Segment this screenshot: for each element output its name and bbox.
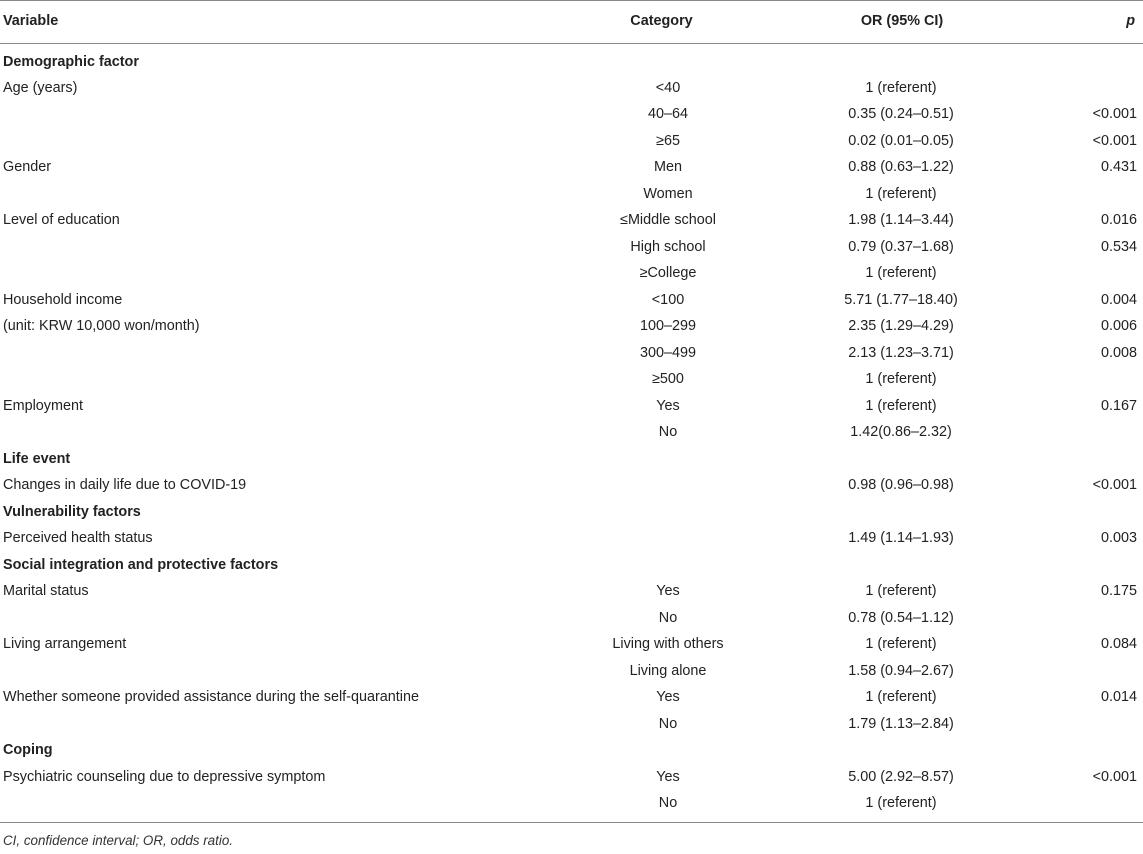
or-ci-cell: 1 (referent) xyxy=(865,636,937,653)
variable-cell: Gender xyxy=(3,159,51,176)
category-cell: ≥College xyxy=(639,265,697,282)
table-row xyxy=(0,181,1143,208)
category-cell: Yes xyxy=(656,397,680,414)
category-cell: ≥500 xyxy=(652,371,684,388)
or-ci-cell: 2.13 (1.23–3.71) xyxy=(848,344,954,361)
table-body xyxy=(0,44,1143,823)
section-header-row xyxy=(0,552,1143,579)
p-value-cell: 0.006 xyxy=(1100,318,1137,335)
category-cell: <40 xyxy=(655,79,681,96)
variable-cell xyxy=(0,790,498,822)
or-ci-cell: 0.88 (0.63–1.22) xyxy=(848,159,954,176)
category-cell: No xyxy=(658,424,678,441)
table-row xyxy=(0,525,1143,552)
table-row xyxy=(0,101,1143,128)
category-cell: 40–64 xyxy=(647,106,689,123)
table-row xyxy=(0,75,1143,102)
section-title: Life event xyxy=(3,450,71,467)
category-cell: Living with others xyxy=(612,636,724,653)
category-cell: No xyxy=(498,790,774,822)
table-row xyxy=(0,128,1143,155)
or-ci-cell: 1 (referent) xyxy=(865,689,937,706)
p-value-cell xyxy=(1028,260,1143,287)
category-cell: No xyxy=(658,715,678,732)
variable-cell: Living arrangement xyxy=(3,636,127,653)
p-value-cell xyxy=(1028,605,1143,632)
section-title: Demographic factor xyxy=(3,54,139,71)
variable-cell: Household income xyxy=(3,291,123,308)
category-cell: 300–499 xyxy=(639,344,697,361)
p-value-cell: 0.004 xyxy=(1100,291,1137,308)
p-value-cell: 0.534 xyxy=(1100,238,1137,255)
variable-cell xyxy=(0,260,498,287)
category-cell: Yes xyxy=(656,689,680,706)
p-value-cell: <0.001 xyxy=(1092,768,1137,785)
or-ci-cell: 1 (referent) xyxy=(865,371,937,388)
p-value-cell: 0.084 xyxy=(1100,636,1137,653)
category-cell xyxy=(498,525,774,552)
category-cell: <100 xyxy=(651,291,685,308)
variable-cell xyxy=(0,101,498,128)
section-header-row xyxy=(0,737,1143,764)
table-row xyxy=(0,578,1143,605)
variable-cell xyxy=(0,605,498,632)
table-row xyxy=(0,419,1143,446)
header-variable: Variable xyxy=(0,1,498,44)
table-row xyxy=(0,711,1143,738)
variable-cell: Whether someone provided assistance during the self-quarantine xyxy=(3,689,419,706)
or-ci-cell: 0.78 (0.54–1.12) xyxy=(848,609,954,626)
category-cell: Yes xyxy=(656,583,680,600)
table-row xyxy=(0,260,1143,287)
section-title: Social integration and protective factors xyxy=(3,556,279,573)
or-ci-cell: 1 (referent) xyxy=(865,397,937,414)
or-ci-cell: 0.35 (0.24–0.51) xyxy=(848,106,954,123)
table-row xyxy=(0,472,1143,499)
variable-cell: Marital status xyxy=(3,583,89,600)
section-header-row xyxy=(0,446,1143,473)
p-value-cell: 0.016 xyxy=(1100,212,1137,229)
variable-cell xyxy=(0,181,498,208)
p-value-cell: 0.003 xyxy=(1100,530,1137,547)
table-row xyxy=(0,764,1143,791)
variable-cell xyxy=(0,658,498,685)
category-cell: 100–299 xyxy=(639,318,697,335)
p-value-cell xyxy=(1028,419,1143,446)
table-row xyxy=(0,313,1143,340)
or-ci-cell: 1.49 (1.14–1.93) xyxy=(848,530,954,547)
section-title: Coping xyxy=(3,742,53,759)
or-ci-cell: 5.71 (1.77–18.40) xyxy=(844,291,958,308)
p-value-cell: 0.167 xyxy=(1100,397,1137,414)
variable-cell xyxy=(0,340,498,367)
category-cell: High school xyxy=(630,238,706,255)
table-row xyxy=(0,684,1143,711)
table-row xyxy=(0,631,1143,658)
p-value-cell xyxy=(1028,75,1143,102)
or-ci-cell: 1.98 (1.14–3.44) xyxy=(848,212,954,229)
or-ci-cell: 0.98 (0.96–0.98) xyxy=(848,477,954,494)
variable-cell: Level of education xyxy=(3,212,120,229)
header-category: Category xyxy=(498,1,774,44)
p-value-cell: <0.001 xyxy=(1092,106,1137,123)
section-title: Vulnerability factors xyxy=(3,503,141,520)
or-ci-cell: 1 (referent) xyxy=(865,79,937,96)
variable-cell: Changes in daily life due to COVID-19 xyxy=(3,477,247,494)
variable-cell: Employment xyxy=(3,397,83,414)
category-cell: No xyxy=(658,609,678,626)
variable-cell xyxy=(0,234,498,261)
category-cell: Men xyxy=(654,159,682,176)
header-or: OR (95% CI) xyxy=(774,1,1028,44)
variable-cell xyxy=(0,128,498,155)
or-ci-cell: 0.79 (0.37–1.68) xyxy=(848,238,954,255)
p-value-cell xyxy=(1028,658,1143,685)
category-cell: Yes xyxy=(656,768,680,785)
p-value-cell xyxy=(1028,711,1143,738)
p-value-cell: 0.175 xyxy=(1100,583,1137,600)
variable-cell xyxy=(0,711,498,738)
p-value-cell: <0.001 xyxy=(1092,477,1137,494)
or-ci-cell: 1 (referent) xyxy=(865,185,937,202)
p-value-cell xyxy=(1028,366,1143,393)
or-ci-cell: 1 (referent) xyxy=(774,790,1028,822)
p-value-cell: <0.001 xyxy=(1092,132,1137,149)
or-ci-cell: 1 (referent) xyxy=(865,583,937,600)
or-ci-cell: 1 (referent) xyxy=(865,265,937,282)
table-row xyxy=(0,790,1143,822)
or-ci-cell: 0.02 (0.01–0.05) xyxy=(848,132,954,149)
table-row xyxy=(0,207,1143,234)
variable-cell: Psychiatric counseling due to depressive symptom xyxy=(3,768,326,785)
or-ci-cell: 1.58 (0.94–2.67) xyxy=(848,662,954,679)
category-cell xyxy=(498,472,774,499)
table-row xyxy=(0,605,1143,632)
variable-cell: Perceived health status xyxy=(3,530,153,547)
table-row xyxy=(0,154,1143,181)
section-header-row xyxy=(0,44,1143,75)
variable-cell: Age (years) xyxy=(3,79,78,96)
category-cell: Women xyxy=(643,185,693,202)
p-value-cell xyxy=(1028,181,1143,208)
p-value-cell xyxy=(1028,790,1143,822)
or-ci-cell: 1.42(0.86–2.32) xyxy=(850,424,952,441)
or-ci-cell: 5.00 (2.92–8.57) xyxy=(848,768,954,785)
variable-cell xyxy=(0,419,498,446)
table-row xyxy=(0,340,1143,367)
variable-cell xyxy=(0,366,498,393)
header-p: p xyxy=(1028,1,1143,44)
table-row xyxy=(0,287,1143,314)
section-header-row xyxy=(0,499,1143,526)
table-row xyxy=(0,658,1143,685)
or-ci-cell: 1.79 (1.13–2.84) xyxy=(848,715,954,732)
p-value-cell: 0.014 xyxy=(1100,689,1137,706)
category-cell: ≥65 xyxy=(656,132,680,149)
table-footnote: CI, confidence interval; OR, odds ratio. xyxy=(3,832,233,848)
category-cell: ≤Middle school xyxy=(620,212,716,229)
table-header-row xyxy=(0,1,1143,44)
p-value-cell: 0.431 xyxy=(1100,159,1137,176)
p-value-cell: 0.008 xyxy=(1100,344,1137,361)
table-row xyxy=(0,234,1143,261)
category-cell: Living alone xyxy=(629,662,707,679)
table-row xyxy=(0,393,1143,420)
or-ci-cell: 2.35 (1.29–4.29) xyxy=(848,318,954,335)
table-row xyxy=(0,366,1143,393)
variable-cell: (unit: KRW 10,000 won/month) xyxy=(3,318,200,335)
